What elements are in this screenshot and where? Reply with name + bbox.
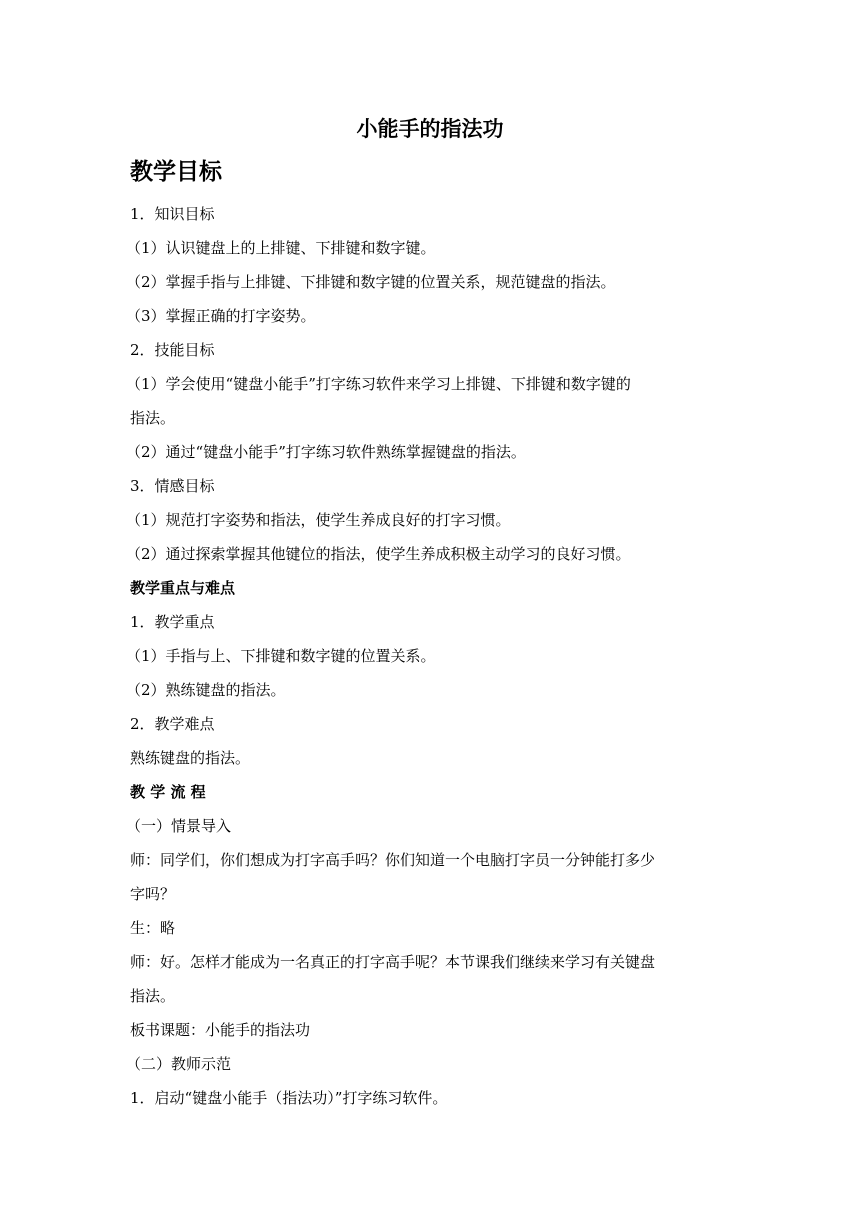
emotion-item: （1）规范打字姿势和指法，使学生养成良好的打字习惯。: [126, 511, 511, 529]
section-heading-key-points: 教学重点与难点: [130, 579, 236, 597]
process-part1-line: 板书课题：小能手的指法功: [130, 1021, 311, 1039]
knowledge-objectives-heading: 1．知识目标: [130, 205, 215, 223]
section-heading-process: 教 学 流 程: [130, 783, 206, 801]
difficulty-heading: 2．教学难点: [130, 715, 215, 733]
process-part2-line: 1．启动“键盘小能手（指法功）”打字练习软件。: [130, 1089, 448, 1107]
process-part2-heading: （二）教师示范: [126, 1055, 232, 1073]
emotion-objectives-heading: 3．情感目标: [130, 477, 215, 495]
emotion-item: （2）通过探索掌握其他键位的指法，使学生养成积极主动学习的良好习惯。: [126, 545, 631, 563]
knowledge-item: （3）掌握正确的打字姿势。: [126, 307, 316, 325]
knowledge-item: （1）认识键盘上的上排键、下排键和数字键。: [126, 239, 436, 257]
process-part1-line: 师：好。怎样才能成为一名真正的打字高手呢？本节课我们继续来学习有关键盘: [130, 953, 656, 971]
process-part1-line: 指法。: [130, 987, 176, 1005]
section-heading-objectives: 教学目标: [130, 159, 222, 185]
focus-item: （2）熟练键盘的指法。: [126, 681, 286, 699]
skill-item-continued: 指法。: [130, 409, 176, 427]
process-part1-heading: （一）情景导入: [126, 817, 232, 835]
process-part1-line: 师：同学们，你们想成为打字高手吗？你们知道一个电脑打字员一分钟能打多少: [130, 851, 656, 869]
focus-item: （1）手指与上、下排键和数字键的位置关系。: [126, 647, 436, 665]
knowledge-item: （2）掌握手指与上排键、下排键和数字键的位置关系，规范键盘的指法。: [126, 273, 616, 291]
focus-heading: 1．教学重点: [130, 613, 215, 631]
skill-item: （1）学会使用“键盘小能手”打字练习软件来学习上排键、下排键和数字键的: [126, 375, 631, 393]
process-part1-line: 生：略: [130, 919, 176, 937]
document-title: 小能手的指法功: [356, 117, 504, 141]
process-part1-line: 字吗？: [130, 885, 176, 903]
skill-item: （2）通过“键盘小能手”打字练习软件熟练掌握键盘的指法。: [126, 443, 526, 461]
difficulty-text: 熟练键盘的指法。: [130, 749, 251, 767]
document-body: [126, 197, 735, 1115]
skill-objectives-heading: 2．技能目标: [130, 341, 215, 359]
